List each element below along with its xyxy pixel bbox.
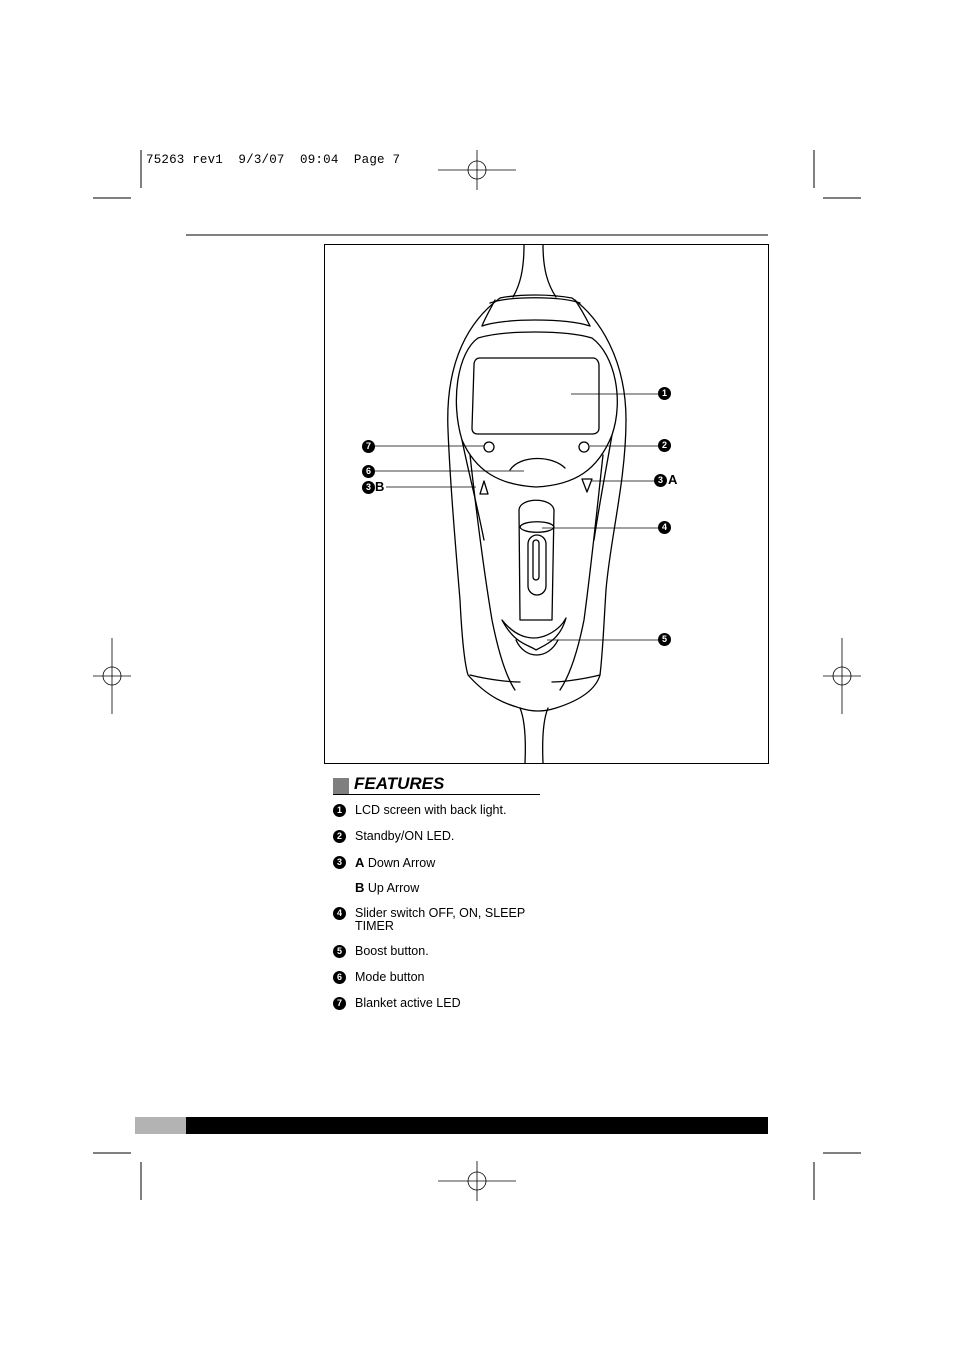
- crop-marks: [93, 150, 861, 1200]
- callout-5: 5: [658, 633, 671, 646]
- feature-number: 3: [333, 856, 346, 869]
- features-heading-square: [333, 778, 349, 794]
- callout-1: 1: [658, 387, 671, 400]
- callout-2: 2: [658, 439, 671, 452]
- feature-text: Mode button: [355, 970, 425, 984]
- feature-number: 1: [333, 804, 346, 817]
- feature-prefix: A: [355, 855, 365, 870]
- controller-illustration: [448, 245, 626, 763]
- feature-text: Boost button.: [355, 944, 429, 958]
- feature-number: 5: [333, 945, 346, 958]
- feature-text: Blanket active LED: [355, 996, 461, 1010]
- registration-mark-left: [93, 638, 131, 714]
- registration-marks: [93, 150, 861, 1201]
- registration-mark-right: [823, 638, 861, 714]
- registration-mark-bottom: [438, 1161, 516, 1201]
- feature-text: Up Arrow: [364, 881, 420, 895]
- feature-text-wrap: [355, 856, 545, 870]
- print-slug: 75263 rev1 9/3/07 09:04 Page 7: [146, 153, 401, 167]
- callout-6: 6: [362, 465, 375, 478]
- feature-number: 2: [333, 830, 346, 843]
- footer-bar-grey: [135, 1117, 186, 1134]
- feature-number: 4: [333, 907, 346, 920]
- registration-mark-top: [438, 150, 516, 190]
- feature-text: Down Arrow: [364, 856, 436, 870]
- callout-3b: 3: [362, 481, 375, 494]
- feature-number: 6: [333, 971, 346, 984]
- feature-text: LCD screen with back light.: [355, 803, 507, 817]
- callout-3b-letter: B: [375, 479, 385, 494]
- feature-text: Slider switch OFF, ON, SLEEP TIMER: [355, 906, 525, 933]
- feature-text-wrap: [355, 881, 545, 895]
- footer-bar-black: [186, 1117, 768, 1134]
- features-heading: FEATURES: [354, 774, 445, 793]
- figure-frame: [325, 245, 769, 764]
- callout-3a-letter: A: [668, 472, 678, 487]
- feature-text: Standby/ON LED.: [355, 829, 455, 843]
- feature-number: 7: [333, 997, 346, 1010]
- callout-7: 7: [362, 440, 375, 453]
- callout-4: 4: [658, 521, 671, 534]
- feature-prefix: B: [355, 880, 365, 895]
- callout-3a: 3: [654, 474, 667, 487]
